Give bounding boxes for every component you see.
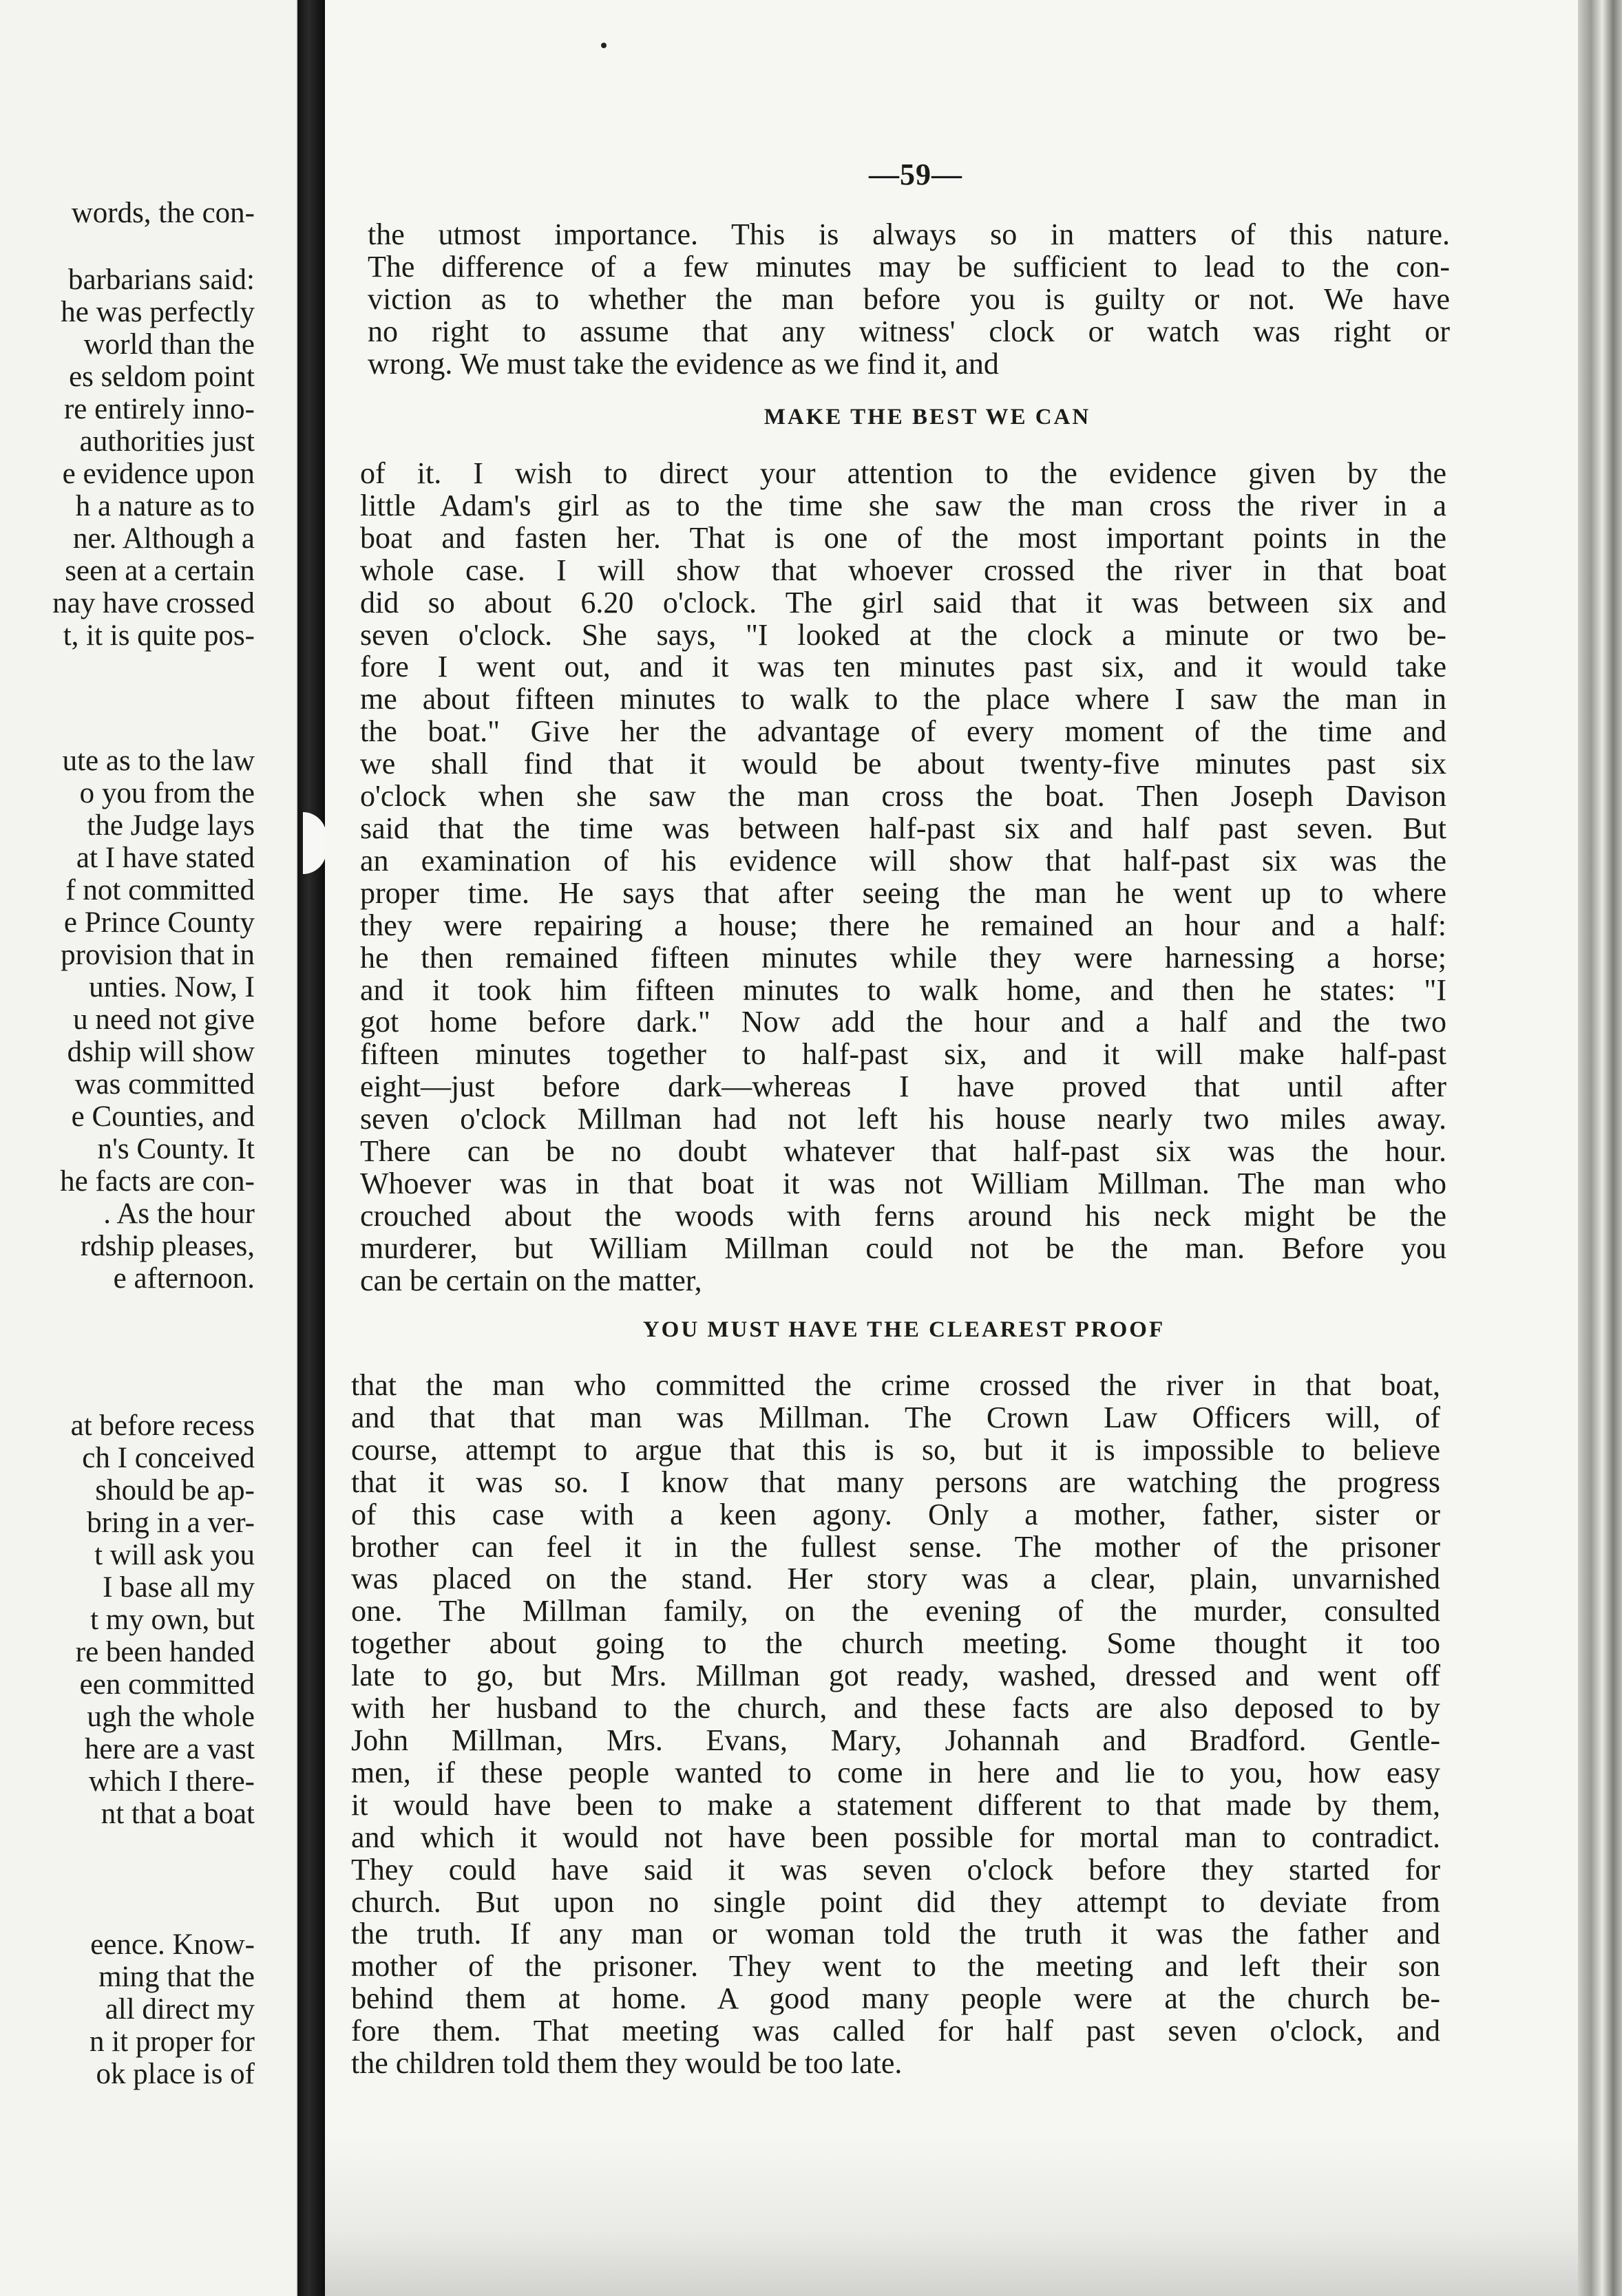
text-line: and which it would not have been possible for mortal man to contradict. <box>351 1820 1440 1854</box>
text-line: and it took him fifteen minutes to walk home, and then he states: "I <box>360 972 1446 1007</box>
text-line: late to go, but Mrs. Millman got ready, washed, dressed and went off <box>351 1659 1440 1693</box>
left-text-line: at I have stated <box>76 842 255 874</box>
left-text-line: provision that in <box>61 939 255 971</box>
text-line: no right to assume that any witness' clock or watch was right or <box>368 314 1450 348</box>
text-line: o'clock when she saw the man cross the boat. Then Joseph Davison <box>360 779 1446 814</box>
left-text-line: es seldom point <box>69 361 255 393</box>
text-line: we shall find that it would be about twenty-five minutes past six <box>360 747 1446 781</box>
text-line: brother can feel it in the fullest sense. The mother of the prisoner <box>351 1529 1440 1564</box>
left-text-line: re entirely inno- <box>63 393 255 425</box>
left-text-line: world than the <box>83 328 255 361</box>
text-line: viction as to whether the man before you is guilty or not. We have <box>368 281 1450 316</box>
text-line: with her husband to the church, and these facts are also deposed to by <box>351 1691 1440 1725</box>
left-text-line: t, it is quite pos- <box>63 619 255 652</box>
text-line: Whoever was in that boat it was not William Millman. The man who <box>360 1166 1446 1200</box>
left-page-column-fragment <box>0 1928 255 2090</box>
left-text-line: nay have crossed <box>52 587 255 619</box>
left-text-line: he facts are con- <box>60 1165 255 1198</box>
left-text-line: h a nature as to <box>75 490 255 522</box>
left-text-line: n it proper for <box>89 2026 255 2058</box>
text-line: John Millman, Mrs. Evans, Mary, Johannah and Bradford. Gentle- <box>351 1723 1440 1757</box>
text-line: they were repairing a house; there he remained an hour and a half: <box>360 908 1446 942</box>
left-text-line: ute as to the law <box>62 745 255 777</box>
left-text-line: n's County. It <box>97 1133 255 1165</box>
text-line: an examination of his evidence will show that half-past six was the <box>360 843 1446 878</box>
text-line: fore I went out, and it was ten minutes past six, and it would take <box>360 650 1446 684</box>
text-line: the truth. If any man or woman told the truth it was the father and <box>351 1917 1440 1951</box>
left-text-line: nt that a boat <box>101 1798 255 1830</box>
left-text-line: ming that the <box>98 1961 255 1993</box>
text-line: it would have been to make a statement different to that made by them, <box>351 1787 1440 1822</box>
left-text-line: should be ap- <box>95 1474 255 1507</box>
text-line: boat and fasten her. That is one of the most important points in the <box>360 520 1446 555</box>
text-line: fore them. That meeting was called for half past seven o'clock, and <box>351 2014 1440 2048</box>
text-line: crouched about the woods with ferns around his neck might be the <box>360 1198 1446 1233</box>
text-line: The difference of a few minutes may be sufficient to lead to the con- <box>368 249 1450 284</box>
text-line: that it was so. I know that many persons are watching the progress <box>351 1465 1440 1499</box>
text-line: seven o'clock Millman had not left his house nearly two miles away. <box>360 1102 1446 1136</box>
text-line: the utmost importance. This is always so in matters of this nature. <box>368 217 1450 251</box>
left-text-line: t will ask you <box>94 1539 255 1571</box>
text-line: together about going to the church meeting. Some thought it too <box>351 1626 1440 1661</box>
section-heading: MAKE THE BEST WE CAN <box>763 405 1091 429</box>
left-text-line: t my own, but <box>90 1604 255 1636</box>
book-gutter <box>297 0 325 2296</box>
left-text-line: f not committed <box>65 874 255 906</box>
left-text-line: ugh the whole <box>87 1701 255 1733</box>
left-text-line: which I there- <box>88 1765 255 1798</box>
page-edges <box>1578 0 1622 2296</box>
text-line: whole case. I will show that whoever crossed the river in that boat <box>360 553 1446 587</box>
left-page-column-fragment <box>0 745 255 1295</box>
text-line: seven o'clock. She says, "I looked at the clock a minute or two be- <box>360 617 1446 652</box>
text-line: he then remained fifteen minutes while they were harnessing a horse; <box>360 940 1446 975</box>
left-text-line: all direct my <box>105 1993 255 2026</box>
left-text-line: een committed <box>79 1668 255 1701</box>
text-line: behind them at home. A good many people were at the church be- <box>351 1981 1440 2016</box>
text-line: that the man who committed the crime crossed the river in that boat, <box>351 1368 1440 1402</box>
left-page-column-fragment <box>0 264 255 652</box>
left-page-column-fragment <box>0 1410 255 1830</box>
text-line: was placed on the stand. Her story was a clear, plain, unvarnished <box>351 1562 1440 1596</box>
left-text-line: . As the hour <box>103 1198 255 1230</box>
left-text-line: seen at a certain <box>65 555 255 587</box>
left-text-line: the Judge lays <box>87 809 255 842</box>
left-text-line: e afternoon. <box>113 1262 255 1295</box>
left-text-line: bring in a ver- <box>87 1507 255 1539</box>
left-text-line: dship will show <box>67 1036 255 1068</box>
text-line: said that the time was between half-past six and half past seven. But <box>360 811 1446 845</box>
left-text-line: ner. Although a <box>73 522 255 555</box>
left-text-line: words, the con- <box>71 197 255 229</box>
body-paragraph <box>368 219 1450 381</box>
text-line: of this case with a keen agony. Only a mother, father, sister or <box>351 1497 1440 1531</box>
left-text-line: he was perfectly <box>61 296 255 328</box>
left-text-line: e Prince County <box>63 906 255 939</box>
text-line: and that that man was Millman. The Crown Law Officers will, of <box>351 1400 1440 1434</box>
left-text-line: ch I conceived <box>82 1442 255 1474</box>
left-text-line: e evidence upon <box>62 458 255 490</box>
left-text-line: ok place is of <box>96 2058 255 2090</box>
text-line: mother of the prisoner. They went to the meeting and left their son <box>351 1949 1440 1984</box>
text-line: did so about 6.20 o'clock. The girl said that it was between six and <box>360 585 1446 619</box>
left-page-column-fragment <box>0 197 255 229</box>
text-line: of it. I wish to direct your attention to the evidence given by the <box>360 456 1446 490</box>
text-line: the children told them they would be too late. <box>351 2046 903 2081</box>
left-text-line: re been handed <box>75 1636 255 1668</box>
text-line: got home before dark." Now add the hour and a half and the two <box>360 1005 1446 1039</box>
body-paragraph <box>360 458 1446 1297</box>
left-text-line: here are a vast <box>84 1733 255 1765</box>
text-line: little Adam's girl as to the time she saw the man cross the river in a <box>360 488 1446 522</box>
text-line: one. The Millman family, on the evening of the murder, consulted <box>351 1594 1440 1628</box>
left-text-line: I base all my <box>103 1571 255 1604</box>
previous-page-fragment <box>0 0 296 2296</box>
left-text-line: at before recess <box>70 1410 255 1442</box>
body-paragraph <box>351 1370 1440 2080</box>
text-line: men, if these people wanted to come in here and lie to you, how easy <box>351 1755 1440 1789</box>
left-text-line: unties. Now, I <box>89 971 255 1003</box>
section-heading: YOU MUST HAVE THE CLEAREST PROOF <box>642 1317 1166 1342</box>
left-text-line: rdship pleases, <box>80 1230 255 1262</box>
text-line: fifteen minutes together to half-past six, and it will make half-past <box>360 1037 1446 1072</box>
left-text-line: u need not give <box>73 1003 255 1036</box>
text-line: wrong. We must take the evidence as we find it, and <box>368 346 999 381</box>
text-line: course, attempt to argue that this is so, but it is impossible to believe <box>351 1432 1440 1467</box>
text-line: eight—just before dark—whereas I have proved that until after <box>360 1070 1446 1104</box>
left-text-line: e Counties, and <box>71 1101 255 1133</box>
text-line: church. But upon no single point did they attempt to deviate from <box>351 1884 1440 1919</box>
text-line: They could have said it was seven o'clock before they started for <box>351 1852 1440 1886</box>
left-text-line: eence. Know- <box>90 1928 255 1961</box>
text-line: proper time. He says that after seeing the man he went up to where <box>360 875 1446 910</box>
left-text-line: authorities just <box>79 425 255 458</box>
page-number: —59— <box>869 158 962 191</box>
text-line: There can be no doubt whatever that half-past six was the hour. <box>360 1134 1446 1169</box>
text-line: murderer, but William Millman could not be the man. Before you <box>360 1231 1446 1265</box>
left-text-line: was committed <box>74 1068 255 1101</box>
text-line: the boat." Give her the advantage of every moment of the time and <box>360 714 1446 749</box>
left-text-line: o you from the <box>79 777 255 809</box>
text-line: can be certain on the matter, <box>360 1263 702 1297</box>
text-line: me about fifteen minutes to walk to the place where I saw the man in <box>360 682 1446 716</box>
ink-speck <box>601 43 607 48</box>
left-text-line: barbarians said: <box>67 264 255 296</box>
